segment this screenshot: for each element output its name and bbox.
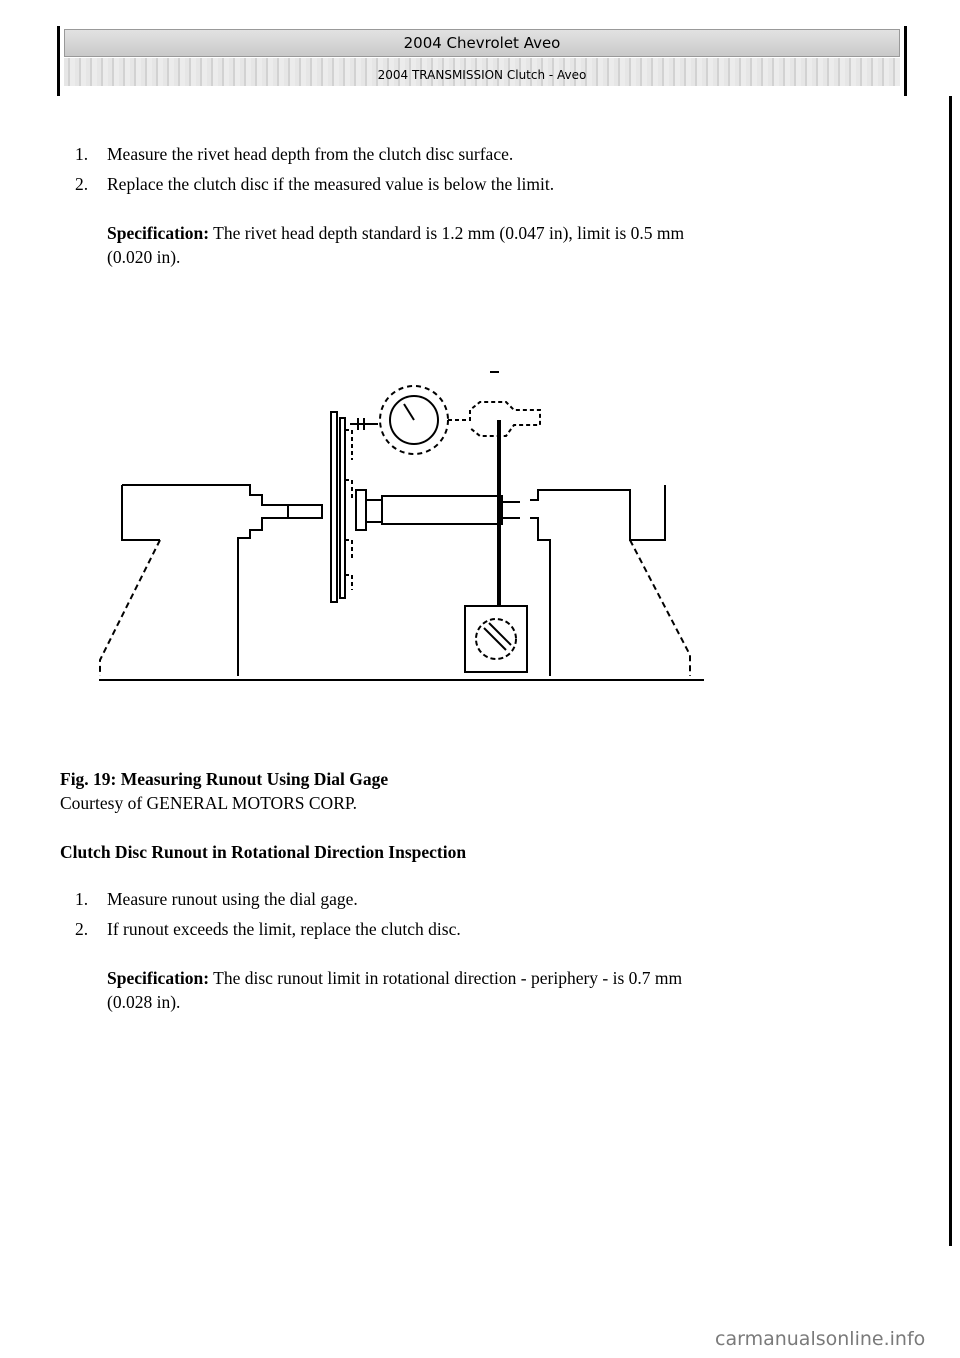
specification-text-continued: (0.028 in).: [107, 992, 181, 1012]
watermark: carmanualsonline.info: [715, 1328, 926, 1350]
step-text: Measure the rivet head depth from the clutch disc surface.: [107, 144, 514, 164]
figure-caption: Fig. 19: Measuring Runout Using Dial Gage: [60, 769, 389, 789]
step-number: 2.: [75, 174, 89, 194]
clutch-disc-plate: [340, 418, 345, 598]
dial-gage-holder: [448, 402, 540, 436]
specification-label: Specification:: [107, 968, 210, 988]
step-text: Measure runout using the dial gage.: [107, 889, 358, 909]
document-title: 2004 Chevrolet Aveo: [64, 29, 900, 57]
specification-paragraph: [107, 964, 867, 992]
specification-text: The disc runout limit in rotational direction - periphery - is 0.7 mm: [213, 968, 683, 988]
left-headstock: [122, 485, 288, 676]
section-heading: Clutch Disc Runout in Rotational Direction Inspection: [60, 842, 467, 862]
figure-credit: Courtesy of GENERAL MOTORS CORP.: [60, 793, 358, 813]
step-text: Replace the clutch disc if the measured value is below the limit.: [107, 174, 555, 194]
step-number: 1.: [75, 144, 89, 164]
step-text: If runout exceeds the limit, replace the clutch disc.: [107, 919, 461, 939]
clutch-hub: [356, 490, 366, 530]
document-subtitle: 2004 TRANSMISSION Clutch - Aveo: [64, 58, 900, 86]
clutch-hub-boss: [366, 500, 382, 522]
step-number: 1.: [75, 889, 89, 909]
specification-text-continued: (0.020 in).: [107, 247, 181, 267]
left-center-shaft: [288, 505, 322, 518]
clutch-disc-plate: [331, 412, 337, 602]
specification-label: Specification:: [107, 223, 210, 243]
step-number: 2.: [75, 919, 89, 939]
specification-text: The rivet head depth standard is 1.2 mm (0.047 in), limit is 0.5 mm: [213, 223, 685, 243]
right-tailstock: [530, 518, 550, 676]
dial-gage-plunger: [350, 418, 378, 430]
main-shaft: [382, 496, 502, 524]
